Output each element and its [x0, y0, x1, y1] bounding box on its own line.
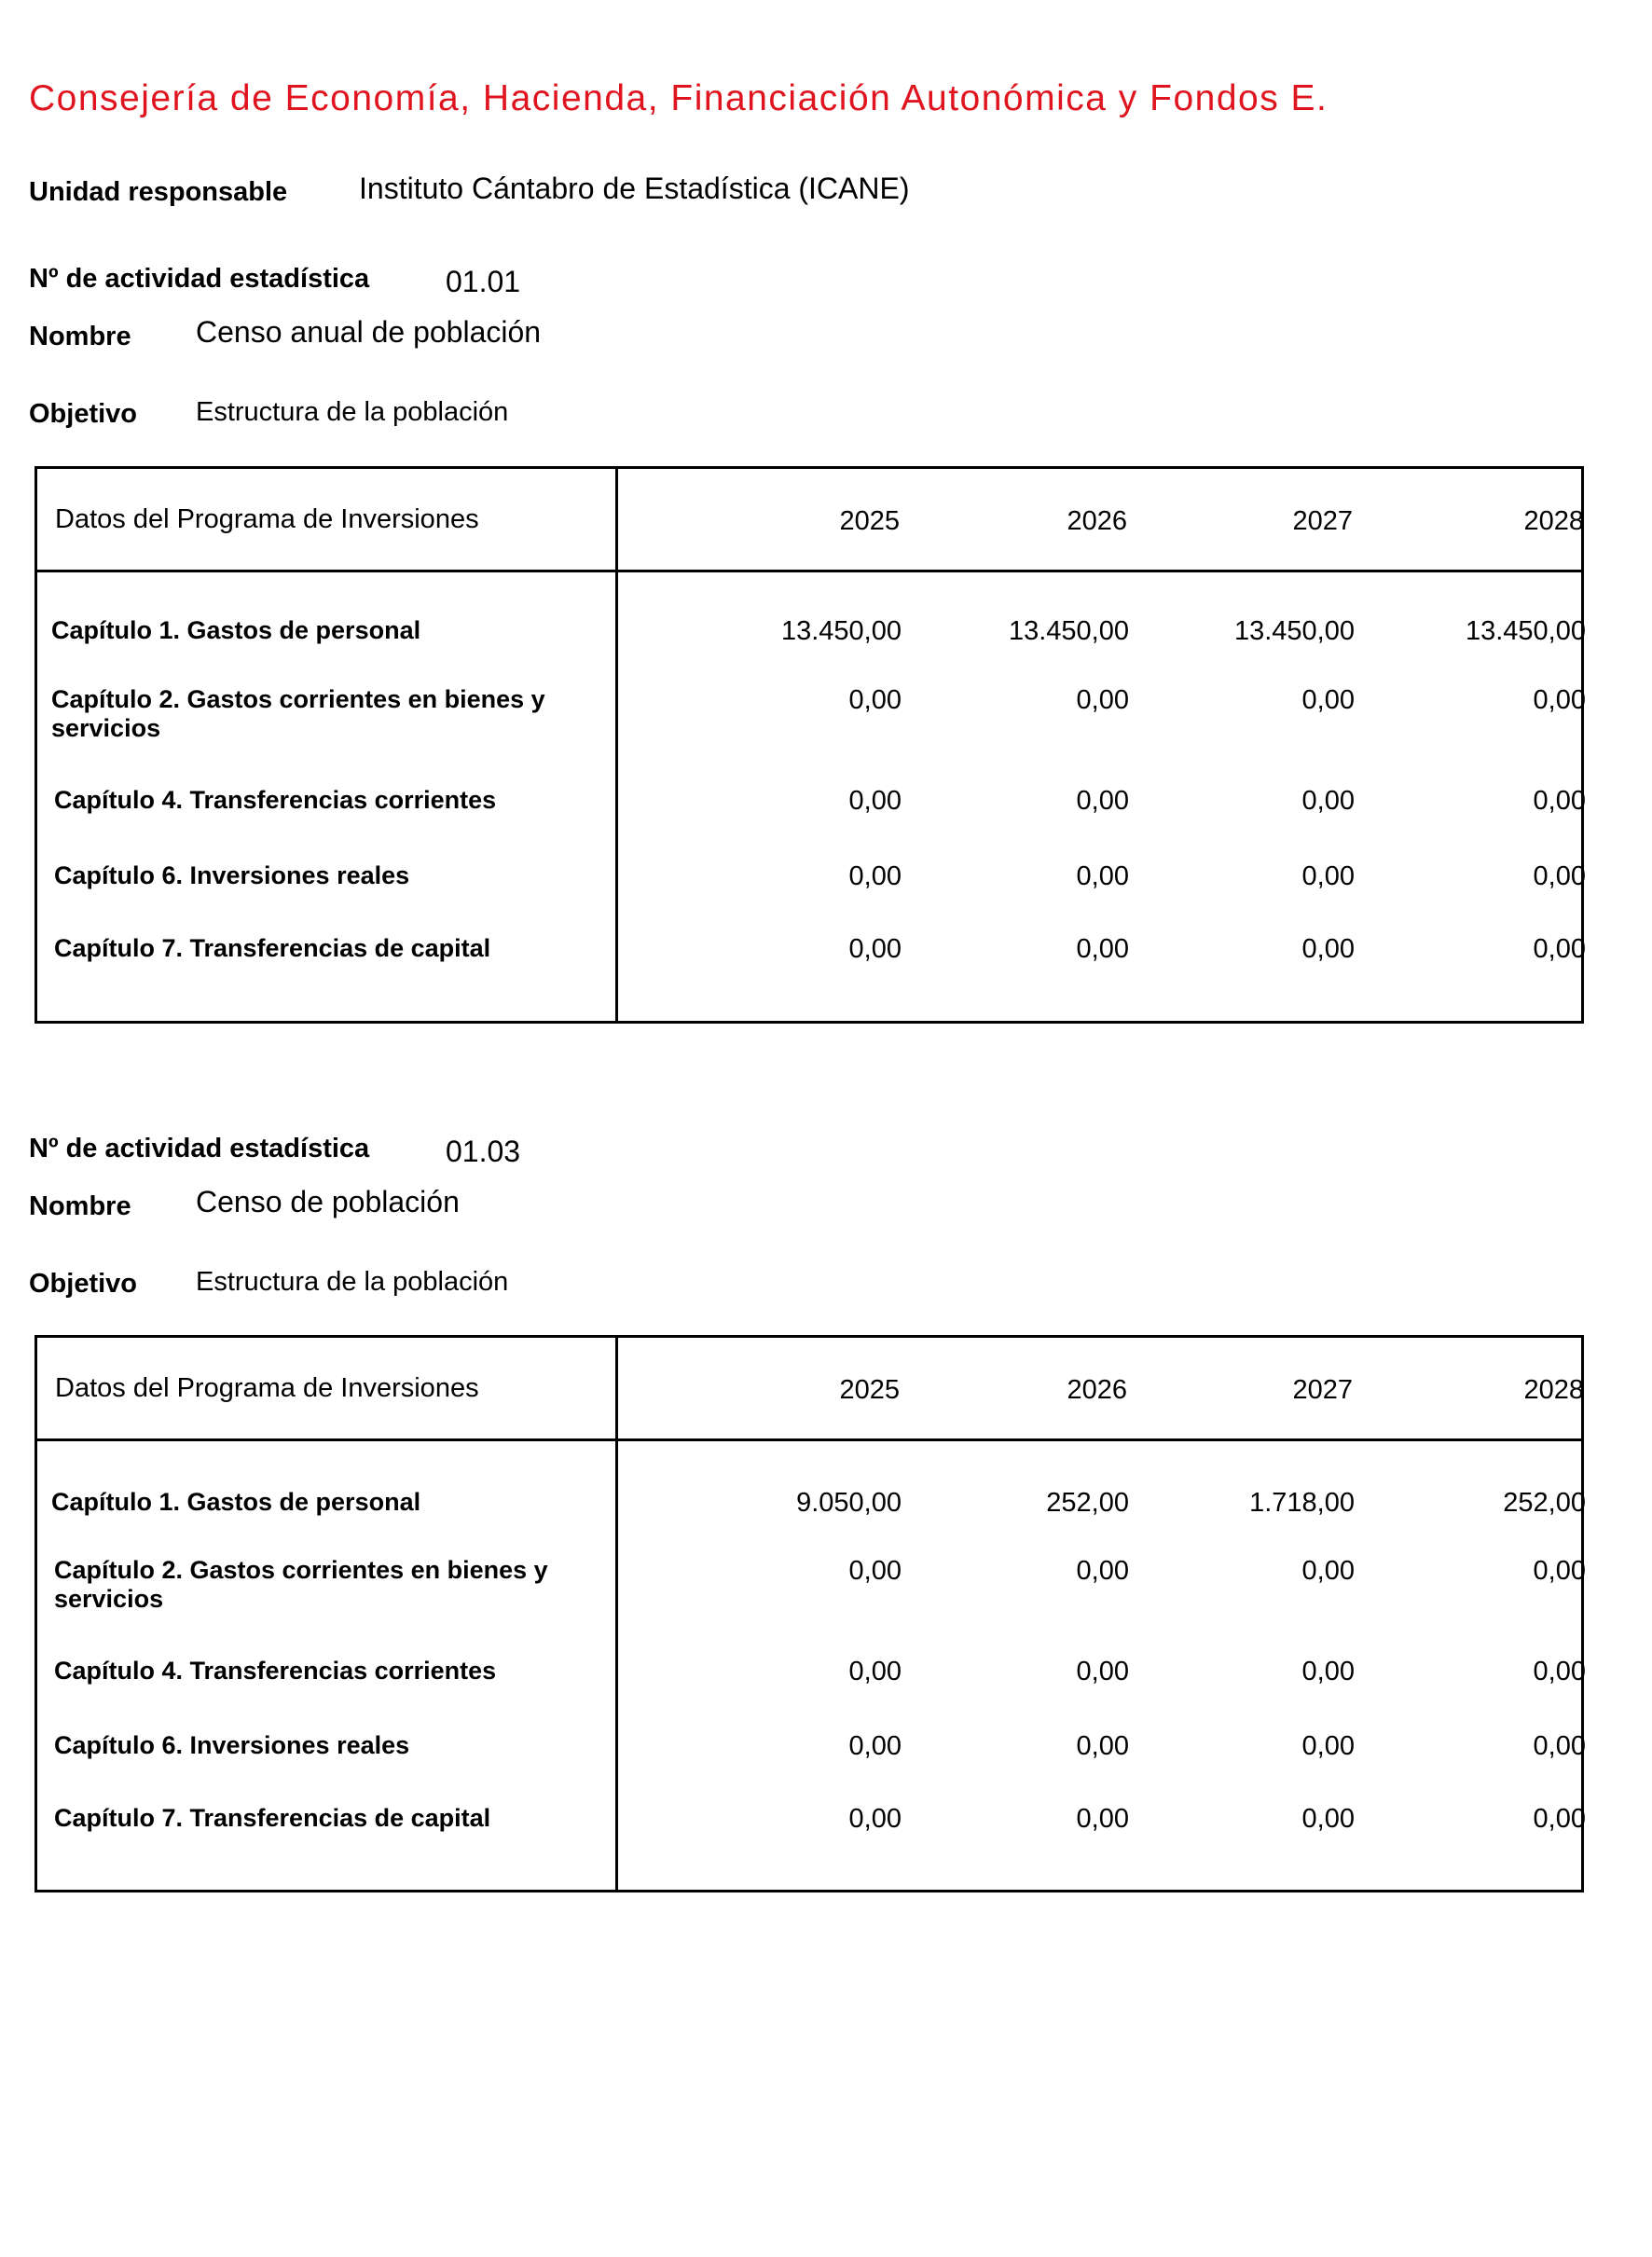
table-row	[37, 1657, 1586, 1713]
year-header: 2028	[1523, 1375, 1584, 1405]
year-header: 2025	[839, 506, 900, 536]
row-value: 0,00	[848, 1556, 902, 1586]
activity-number-label: Nº de actividad estadística	[29, 1134, 370, 1163]
row-label: Capítulo 1. Gastos de personal	[51, 1488, 421, 1516]
row-value: 0,00	[1301, 934, 1355, 964]
nombre-value: Censo de población	[196, 1185, 460, 1218]
row-label: Capítulo 4. Transferencias corrientes	[54, 1657, 497, 1685]
row-value: 0,00	[1533, 685, 1586, 715]
investment-table	[34, 1335, 1584, 1892]
row-value: 13.450,00	[1465, 616, 1586, 646]
year-header: 2027	[1292, 506, 1353, 536]
table-row	[37, 1731, 1586, 1787]
table-row	[37, 1488, 1586, 1544]
row-value: 0,00	[1301, 1556, 1355, 1586]
row-value: 0,00	[1301, 786, 1355, 816]
row-value: 0,00	[1533, 1657, 1586, 1686]
row-label: Capítulo 6. Inversiones reales	[54, 861, 410, 889]
consejeria-title: Consejería de Economía, Hacienda, Financiación Autonómica y Fondos E.	[29, 78, 1328, 118]
table-row	[37, 1804, 1586, 1860]
row-value: 0,00	[1301, 1804, 1355, 1834]
row-value: 0,00	[1533, 1556, 1586, 1586]
row-label: Capítulo 1. Gastos de personal	[51, 616, 421, 644]
row-label: Capítulo 4. Transferencias corrientes	[54, 786, 497, 814]
row-label: Capítulo 2. Gastos corrientes en bienes y servicios	[51, 685, 545, 742]
row-value: 0,00	[848, 685, 902, 715]
row-value: 0,00	[1076, 685, 1129, 715]
row-value: 0,00	[1076, 861, 1129, 891]
table-row	[37, 1556, 1586, 1613]
row-label: Capítulo 7. Transferencias de capital	[54, 1804, 491, 1832]
activity-number: 01.03	[446, 1135, 521, 1168]
row-value: 0,00	[848, 1657, 902, 1686]
table-divider	[37, 570, 1581, 572]
row-value: 0,00	[1533, 1731, 1586, 1761]
row-label: Capítulo 7. Transferencias de capital	[54, 934, 491, 962]
year-header: 2026	[1067, 1375, 1127, 1405]
table-row	[37, 786, 1586, 842]
row-value: 0,00	[1076, 1657, 1129, 1686]
objetivo-label: Objetivo	[29, 399, 138, 429]
row-value: 0,00	[1301, 1657, 1355, 1686]
row-value: 0,00	[1533, 1804, 1586, 1834]
row-value: 0,00	[1533, 934, 1586, 964]
row-value: 0,00	[1301, 1731, 1355, 1761]
table-title: Datos del Programa de Inversiones	[55, 1373, 479, 1403]
row-value: 13.450,00	[1008, 616, 1129, 646]
row-value: 13.450,00	[1233, 616, 1355, 646]
row-value: 0,00	[1301, 861, 1355, 891]
row-value: 0,00	[1301, 685, 1355, 715]
objetivo-label: Objetivo	[29, 1269, 138, 1299]
year-header: 2027	[1292, 1375, 1353, 1405]
row-value: 0,00	[848, 1731, 902, 1761]
row-value: 0,00	[1076, 1556, 1129, 1586]
row-value: 9.050,00	[796, 1488, 902, 1518]
table-row	[37, 934, 1586, 990]
row-value: 252,00	[1046, 1488, 1129, 1518]
row-value: 0,00	[1076, 1731, 1129, 1761]
row-label: Capítulo 6. Inversiones reales	[54, 1731, 410, 1759]
year-header: 2025	[839, 1375, 900, 1405]
table-row	[37, 861, 1586, 917]
activity-number: 01.01	[446, 265, 521, 298]
objetivo-value: Estructura de la población	[196, 1267, 509, 1297]
nombre-label: Nombre	[29, 1191, 131, 1221]
unidad-label: Unidad responsable	[29, 177, 288, 207]
row-value: 0,00	[848, 786, 902, 816]
row-value: 0,00	[1076, 786, 1129, 816]
row-value: 0,00	[1076, 934, 1129, 964]
row-value: 0,00	[1533, 786, 1586, 816]
row-value: 0,00	[848, 861, 902, 891]
nombre-value: Censo anual de población	[196, 315, 542, 349]
row-value: 1.718,00	[1249, 1488, 1355, 1518]
year-header: 2028	[1523, 506, 1584, 536]
investment-table	[34, 466, 1584, 1024]
unidad-value: Instituto Cántabro de Estadística (ICANE)	[359, 172, 910, 205]
row-value: 0,00	[1076, 1804, 1129, 1834]
table-row	[37, 685, 1586, 742]
row-value: 13.450,00	[780, 616, 902, 646]
objetivo-value: Estructura de la población	[196, 397, 509, 427]
nombre-label: Nombre	[29, 322, 131, 351]
row-value: 0,00	[848, 934, 902, 964]
row-value: 0,00	[848, 1804, 902, 1834]
row-value: 0,00	[1533, 861, 1586, 891]
table-divider	[37, 1438, 1581, 1441]
row-label: Capítulo 2. Gastos corrientes en bienes y servicios	[54, 1556, 548, 1613]
activity-number-label: Nº de actividad estadística	[29, 264, 370, 294]
table-title: Datos del Programa de Inversiones	[55, 504, 479, 534]
year-header: 2026	[1067, 506, 1127, 536]
table-row	[37, 616, 1586, 672]
row-value: 252,00	[1503, 1488, 1586, 1518]
